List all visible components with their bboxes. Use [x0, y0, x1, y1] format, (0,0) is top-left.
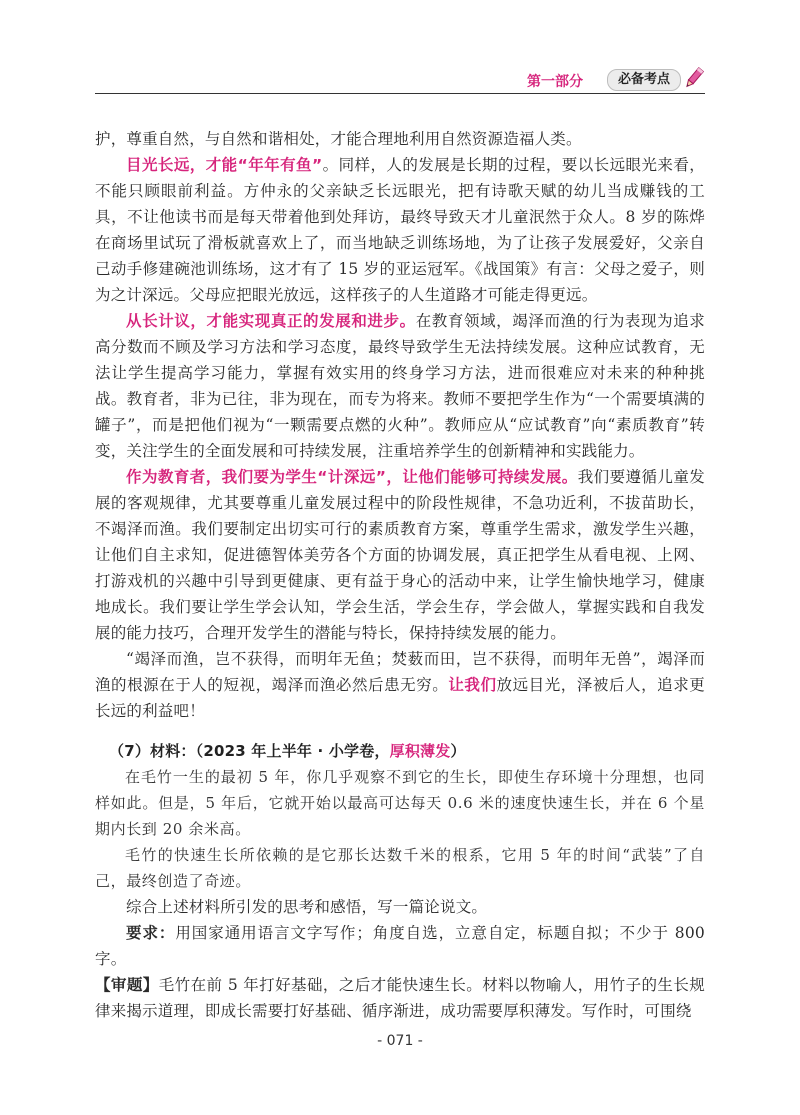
paragraph — [95, 646, 705, 724]
requirements-label: 要求： — [126, 924, 176, 942]
requirements-text: 用国家通用语言文字写作；角度自选，立意自定，标题自拟；不少于 800 字。 — [95, 924, 705, 968]
paragraph-text: 。同样，人的发展是长期的过程，要以长远眼光来看，不能只顾眼前利益。方仲永的父亲缺乏长远眼光，把有诗歌天赋的幼儿当成赚钱的工具，不让他读书而是每天带着他到处拜访，最终导致天才儿童泯然于众人。8 岁的陈烨在商场里试玩了滑板就喜欢上了，而当地缺乏训练场地，为了让孩子发展爱好，父亲自己动手修建碗池训练场，这才有了 15 岁的亚运冠军。《战国策》有言：父母之爱子，则为之计深远。父母应把眼光放远，这样孩子的人生道路才可能走得更远。 — [95, 156, 705, 304]
highlight-sentence: 从长计议，才能实现真正的发展和进步。 — [126, 312, 416, 330]
paragraph — [95, 464, 705, 646]
material-topic: 厚积薄发 — [389, 742, 451, 760]
highlight-sentence: 作为教育者，我们要为学生“计深远”，让他们能够可持续发展。 — [126, 468, 578, 486]
analysis-label: 【审题】 — [95, 976, 159, 994]
analysis-text: 毛竹在前 5 年打好基础，之后才能快速生长。材料以物喻人，用竹子的生长规律来揭示道理，即成长需要打好基础、循序渐进，成功需要厚积薄发。写作时，可围绕 — [95, 976, 705, 1020]
paragraph-text: “竭泽而渔，岂不获得，而明年无鱼；焚薮而田，岂不获得，而明年无兽”，竭泽而渔的根源在于人的短视，竭泽而渔必然后患无穷。 — [95, 650, 705, 694]
material-text: 在毛竹一生的最初 5 年，你几乎观察不到它的生长，即使生存环境十分理想，也同样如此。但是，5 年后，它就开始以最高可达每天 0.6 米的速度快速生长，并在 6 个星期内长到 20 余米高。 — [95, 768, 705, 838]
requirements — [95, 920, 705, 972]
analysis — [95, 972, 705, 1024]
paragraph-text: 放远目光，泽被后人，追求更长远的利益吧！ — [95, 676, 705, 720]
page-header — [95, 66, 705, 94]
header-rule — [95, 93, 705, 94]
paragraph — [95, 308, 705, 464]
paragraph-text: 我们要遵循儿童发展的客观规律，尤其要尊重儿童发展过程中的阶段性规律，不急功近利，不拔苗助长，不竭泽而渔。我们要制定出切实可行的素质教育方案，尊重学生需求，激发学生兴趣，让他们自主求知，促进德智体美劳各个方面的协调发展，真正把学生从看电视、上网、打游戏机的兴趣中引导到更健康、更有益于身心的活动中来，让学生愉快地学习，健康地成长。我们要让学生学会认知，学会生活，学会生存，学会做人，掌握实践和自我发展的能力技巧，合理开发学生的潜能与特长，保持持续发展的能力。 — [95, 468, 705, 642]
page-number: - 071 - — [377, 1033, 423, 1049]
task-instruction: 综合上述材料所引发的思考和感悟，写一篇论说文。 — [126, 898, 488, 916]
material-heading-suffix: ） — [450, 742, 466, 760]
paragraph — [95, 152, 705, 308]
section-badge: 必备考点 — [607, 69, 681, 91]
paragraph-text: 在教育领域，竭泽而渔的行为表现为追求高分数而不顾及学习方法和学习态度，最终导致学生无法持续发展。这种应试教育，无法让学生提高学习能力，掌握有效实用的终身学习方法，进而很难应对未来的种种挑战。教育者，非为已往，非为现在，而专为将来。教师不要把学生作为“一个需要填满的罐子”，而是把他们视为“一颗需要点燃的火种”。教师应从“应试教育”向“素质教育”转变，关注学生的全面发展和可持续发展，注重培养学生的创新精神和实践能力。 — [95, 312, 705, 460]
highlight-sentence: 目光长远，才能“年年有鱼” — [126, 156, 323, 174]
pencil-icon — [683, 66, 705, 90]
material-heading — [95, 738, 705, 764]
material-heading-prefix: （7）材料：（2023 年上半年 · 小学卷， — [109, 742, 390, 760]
highlight-sentence: 让我们 — [448, 676, 497, 694]
material-text: 毛竹的快速生长所依赖的是它那长达数千米的根系，它用 5 年的时间“武装”了自己，最终创造了奇迹。 — [95, 846, 705, 890]
article-body — [95, 126, 705, 1024]
section-label: 第一部分 — [527, 74, 583, 90]
paragraph: 护，尊重自然，与自然和谐相处，才能合理地利用自然资源造福人类。 — [95, 130, 582, 148]
